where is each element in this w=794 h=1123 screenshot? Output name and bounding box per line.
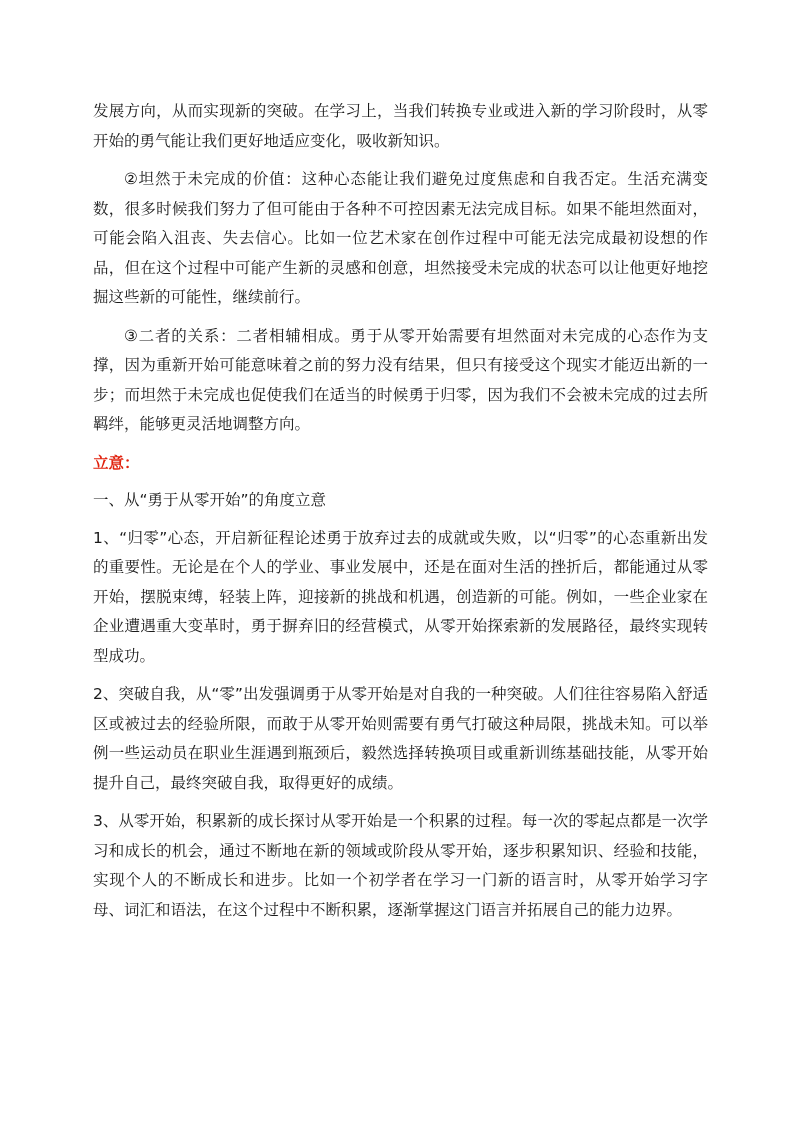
paragraph-point-2: ②坦然于未完成的价值：这种心态能让我们避免过度焦虑和自我否定。生活充满变数，很多时候我们努力了但可能由于各种不可控因素无法完成目标。如果不能坦然面对，可能会陷入沮丧、失去信心。比如一位艺术家在创作过程中可能无法完成最初设想的作品，但在这个过程中可能产生新的灵感和创意，坦然接受未完成的状态可以让他更好地挖掘这些新的可能性，继续前行。 — [93, 170, 708, 306]
paragraph-continuation: 发展方向，从而实现新的突破。在学习上，当我们转换专业或进入新的学习阶段时，从零开始的勇气能让我们更好地适应变化，吸收新知识。 — [93, 102, 708, 150]
list-item-1: 1、“归零”心态，开启新征程论述勇于放弃过去的成就或失败，以“归零”的心态重新出发的重要性。无论是在个人的学业、事业发展中，还是在面对生活的挫折后，都能通过从零开始，摆脱束缚，轻装上阵，迎接新的挑战和机遇，创造新的可能。例如，一些企业家在企业遭遇重大变革时，勇于摒弃旧的经营模式，从零开始探索新的发展路径，最终实现转型成功。 — [93, 528, 708, 665]
subsection-heading: 一、从“勇于从零开始”的角度立意 — [93, 491, 327, 509]
paragraph-point-3: ③二者的关系：二者相辅相成。勇于从零开始需要有坦然面对未完成的心态作为支撑，因为重新开始可能意味着之前的努力没有结果，但只有接受这个现实才能迈出新的一步；而坦然于未完成也促使我们在适当的时候勇于归零，因为我们不会被未完成的过去所羁绊，能够更灵活地调整方向。 — [93, 326, 708, 433]
document-page — [93, 97, 708, 925]
list-item-2: 2、突破自我，从“零”出发强调勇于从零开始是对自我的一种突破。人们往往容易陷入舒适区或被过去的经验所限，而敢于从零开始则需要有勇气打破这种局限，挑战未知。可以举例一些运动员在职业生涯遇到瓶颈后，毅然选择转换项目或重新训练基础技能，从零开始提升自己，最终突破自我，取得更好的成绩。 — [93, 685, 708, 792]
list-item-3: 3、从零开始，积累新的成长探讨从零开始是一个积累的过程。每一次的零起点都是一次学习和成长的机会，通过不断地在新的领域或阶段从零开始，逐步积累知识、经验和技能，实现个人的不断成长和进步。比如一个初学者在学习一门新的语言时，从零开始学习字母、词汇和语法，在这个过程中不断积累，逐渐掌握这门语言并拓展自己的能力边界。 — [93, 812, 708, 919]
section-heading: 立意： — [93, 453, 140, 472]
